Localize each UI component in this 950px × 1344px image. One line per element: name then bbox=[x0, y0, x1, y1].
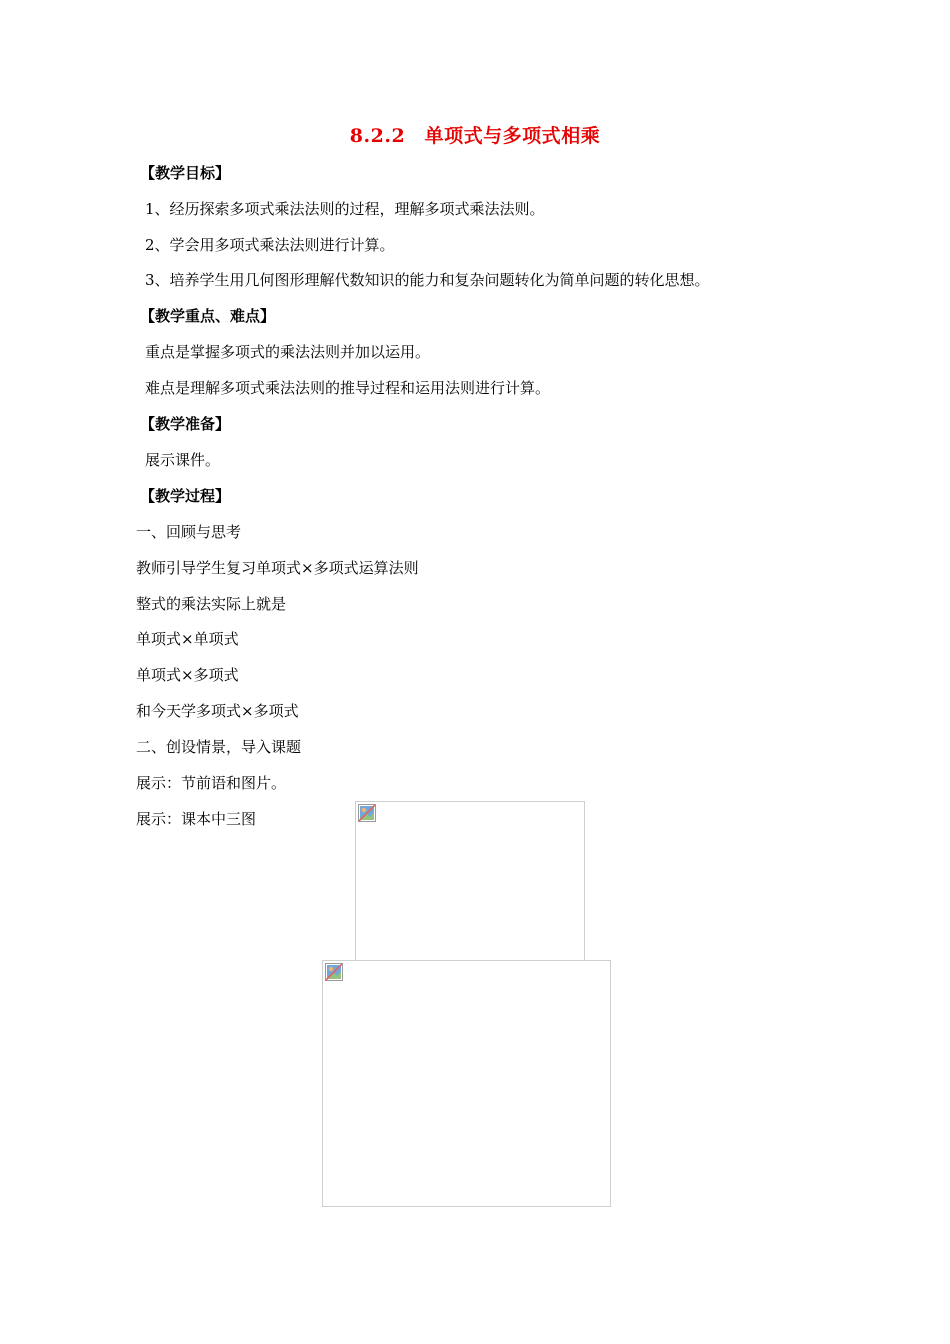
process-line: 和今天学多项式×多项式 bbox=[136, 702, 299, 720]
figure-image-placeholder bbox=[355, 801, 585, 961]
process-line: 展示：课本中三图 bbox=[136, 810, 257, 828]
figure-image-placeholder bbox=[322, 960, 611, 1207]
process-line: 一、回顾与思考 bbox=[136, 523, 242, 541]
broken-image-icon bbox=[325, 963, 343, 981]
objective-item: 3、培养学生用几何图形理解代数知识的能力和复杂问题转化为简单问题的转化思想。 bbox=[145, 271, 710, 289]
process-line: 整式的乘法实际上就是 bbox=[136, 595, 287, 613]
process-line: 单项式×多项式 bbox=[136, 666, 239, 684]
broken-image-icon bbox=[358, 804, 376, 822]
process-line: 二、创设情景，导入课题 bbox=[136, 738, 302, 756]
objective-item: 2、学会用多项式乘法法则进行计算。 bbox=[145, 236, 395, 254]
keypoint-item: 难点是理解多项式乘法法则的推导过程和运用法则进行计算。 bbox=[145, 379, 551, 397]
keypoint-item: 重点是掌握多项式的乘法法则并加以运用。 bbox=[145, 343, 431, 361]
prep-text: 展示课件。 bbox=[145, 451, 221, 469]
document-title: 8.2.2 单项式与多项式相乘 bbox=[349, 125, 601, 147]
objective-item: 1、经历探索多项式乘法法则的过程，理解多项式乘法法则。 bbox=[145, 200, 545, 218]
process-line: 教师引导学生复习单项式×多项式运算法则 bbox=[136, 559, 419, 577]
process-line: 展示：节前语和图片。 bbox=[136, 774, 287, 792]
keypoints-heading: 【教学重点、难点】 bbox=[140, 307, 276, 325]
process-heading: 【教学过程】 bbox=[140, 487, 231, 505]
process-line: 单项式×单项式 bbox=[136, 630, 239, 648]
objectives-heading: 【教学目标】 bbox=[140, 164, 231, 182]
prep-heading: 【教学准备】 bbox=[140, 415, 231, 433]
